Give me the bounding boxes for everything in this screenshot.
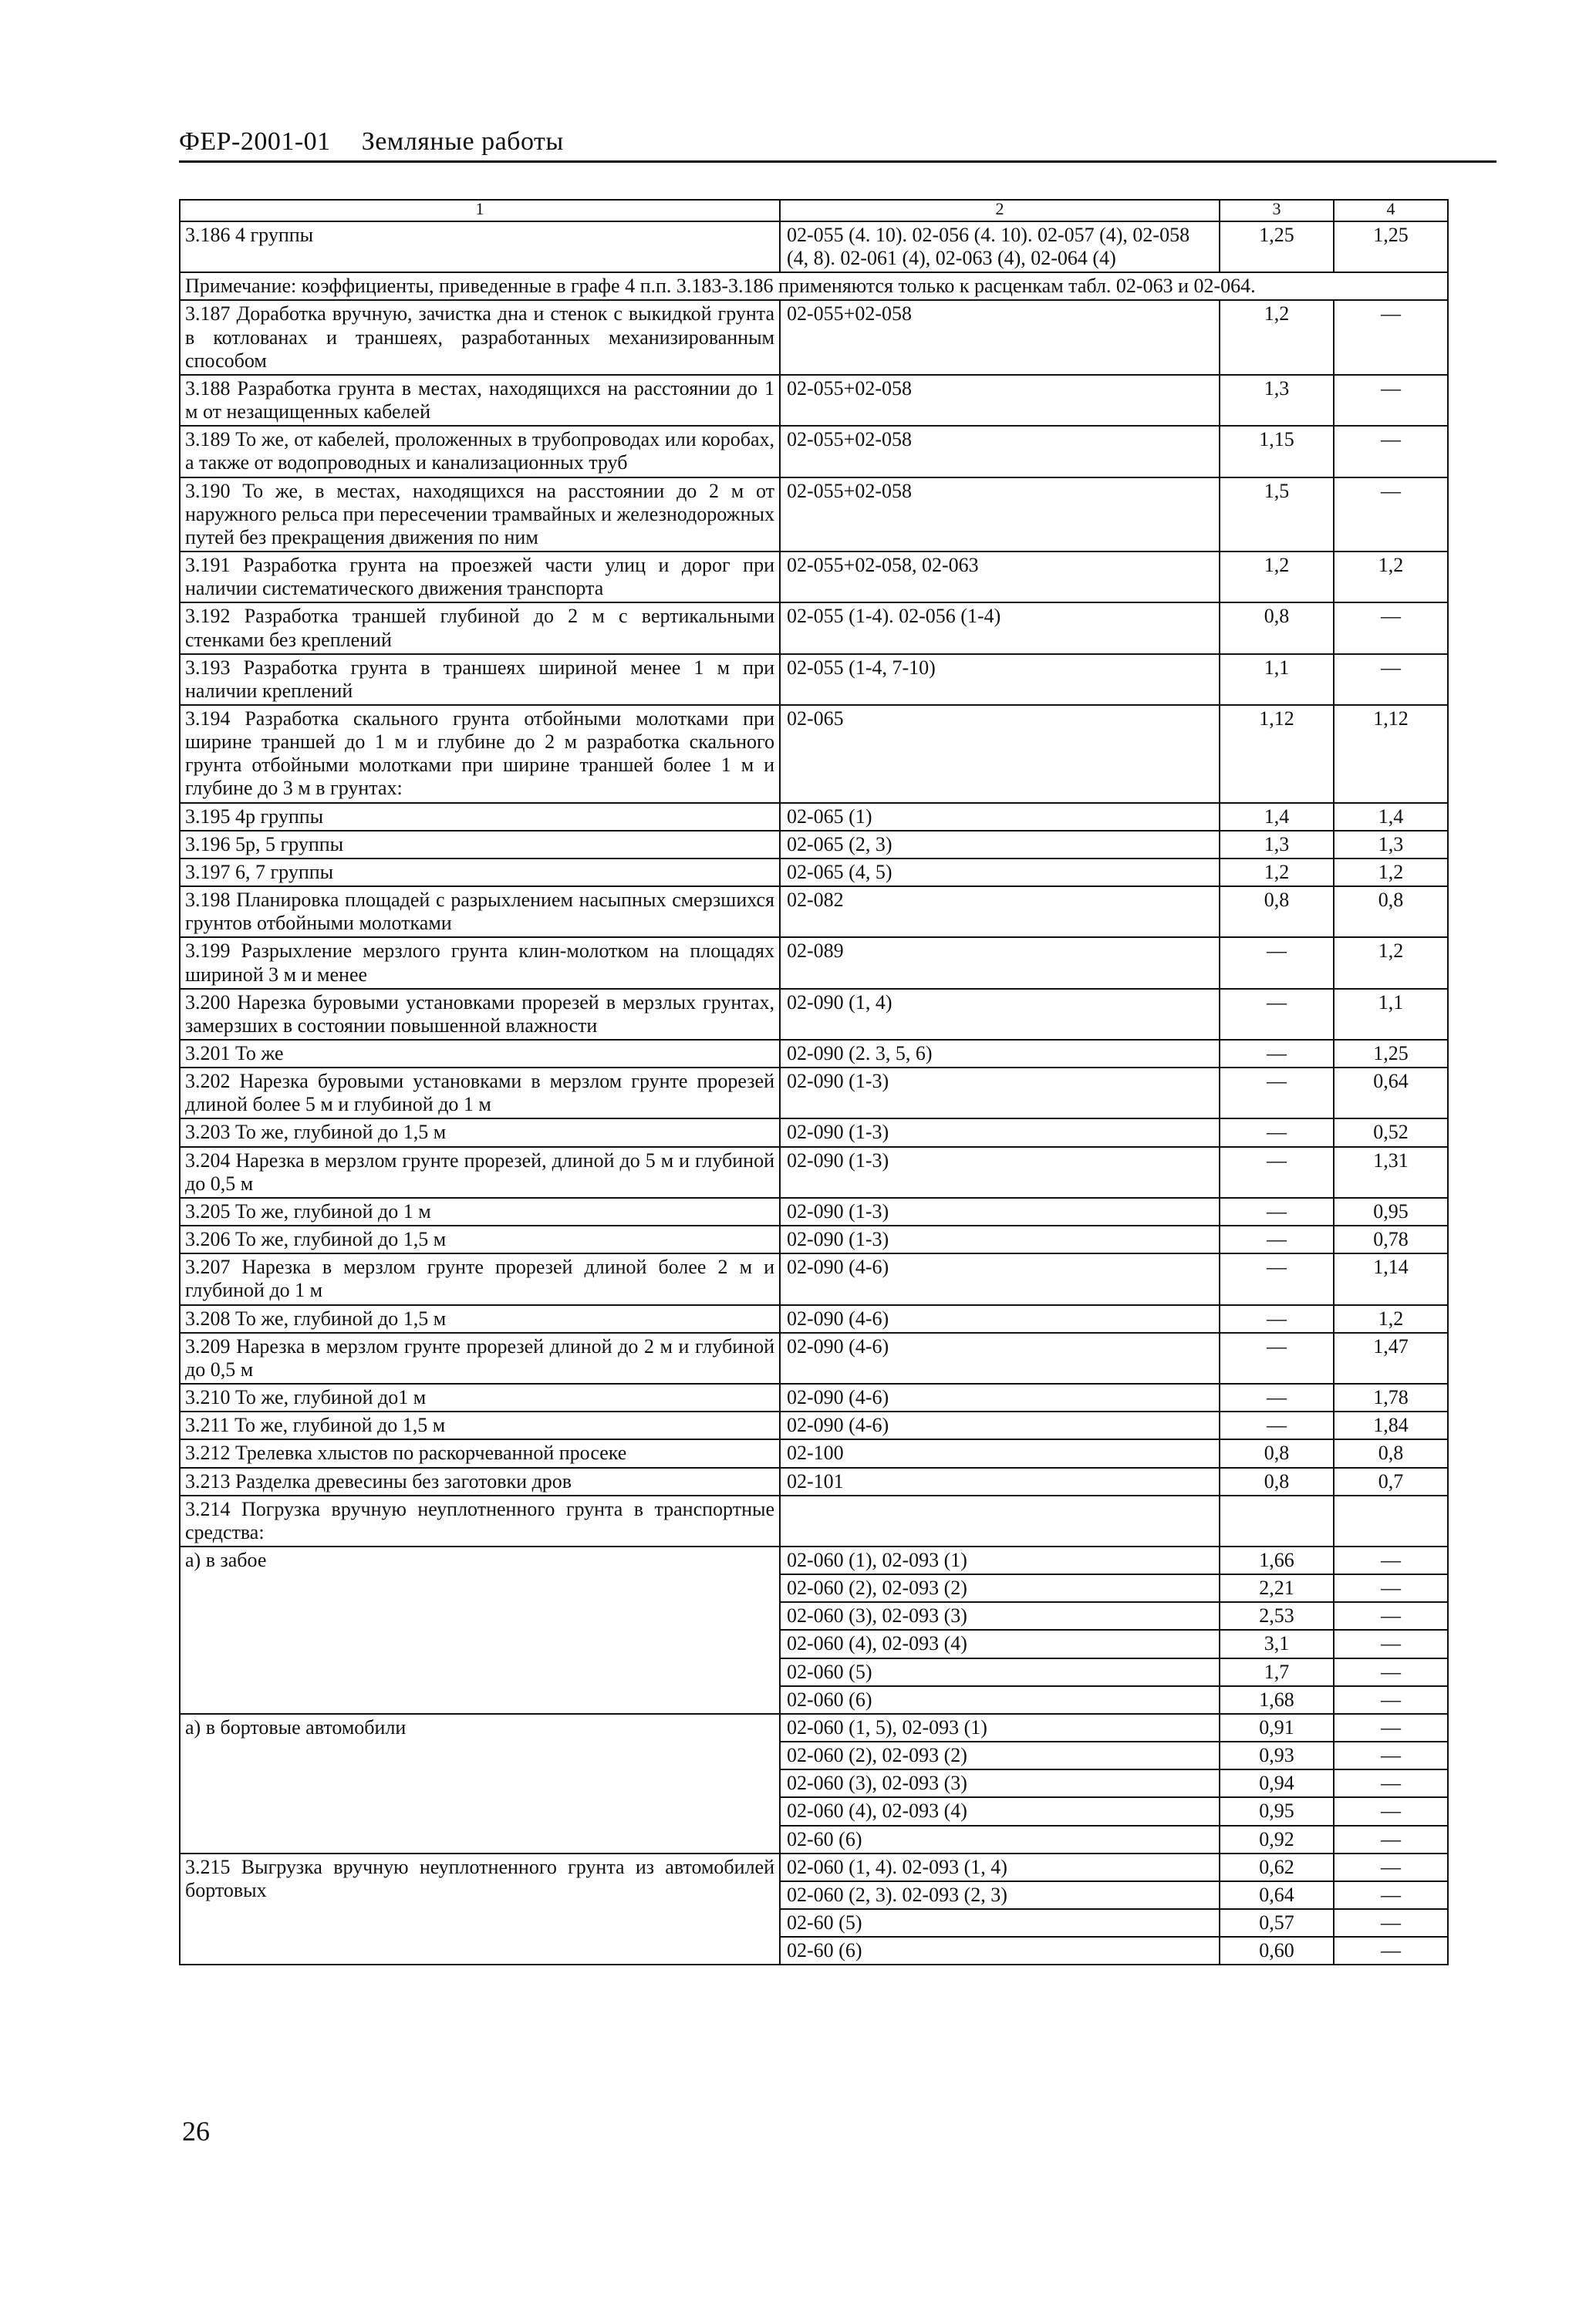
coefficient-col4: 1,4 bbox=[1334, 803, 1448, 831]
table-row bbox=[180, 1412, 1448, 1439]
coefficient-col4: — bbox=[1334, 300, 1448, 374]
coefficient-col4: 1,3 bbox=[1334, 831, 1448, 858]
coefficient-col3: 2,53 bbox=[1220, 1602, 1334, 1630]
rate-codes: 02-60 (5) bbox=[780, 1909, 1220, 1937]
table-row bbox=[180, 426, 1448, 477]
rate-codes: 02-055 (4. 10). 02-056 (4. 10). 02-057 (4), 02-058 (4, 8). 02-061 (4), 02-063 (4), 02-064 (4) bbox=[780, 221, 1220, 272]
rate-codes: 02-060 (3), 02-093 (3) bbox=[780, 1602, 1220, 1630]
coefficient-col3: 0,91 bbox=[1220, 1714, 1334, 1742]
rate-codes: 02-055 (1-4). 02-056 (1-4) bbox=[780, 602, 1220, 653]
rate-codes: 02-089 bbox=[780, 937, 1220, 988]
coefficient-col3: 0,8 bbox=[1220, 1439, 1334, 1467]
coefficient-col3: 0,8 bbox=[1220, 886, 1334, 937]
coefficient-col3: 1,5 bbox=[1220, 477, 1334, 552]
rate-codes: 02-060 (6) bbox=[780, 1686, 1220, 1714]
coefficient-col4: 1,78 bbox=[1334, 1384, 1448, 1412]
work-description: 3.213 Разделка древесины без заготовки дров bbox=[180, 1468, 780, 1496]
rate-codes: 02-060 (1), 02-093 (1) bbox=[780, 1547, 1220, 1574]
work-description: а) в забое bbox=[180, 1547, 780, 1714]
coefficient-col4: 1,2 bbox=[1334, 552, 1448, 602]
coefficient-col3: — bbox=[1220, 1226, 1334, 1253]
coefficient-col3: — bbox=[1220, 1068, 1334, 1118]
table-row bbox=[180, 803, 1448, 831]
table-row bbox=[180, 1040, 1448, 1068]
rate-codes: 02-082 bbox=[780, 886, 1220, 937]
coefficient-col4: — bbox=[1334, 1769, 1448, 1797]
table-row bbox=[180, 989, 1448, 1040]
table-note: Примечание: коэффициенты, приведенные в графе 4 п.п. 3.183-3.186 применяются только к расценкам табл. 02-063 и 02-064. bbox=[180, 272, 1448, 300]
work-description: 3.199 Разрыхление мерзлого грунта клин-молотком на площадях шириной 3 м и менее bbox=[180, 937, 780, 988]
coefficient-col3: 1,7 bbox=[1220, 1658, 1334, 1686]
table-row bbox=[180, 654, 1448, 705]
table-row bbox=[180, 552, 1448, 602]
table-row bbox=[180, 937, 1448, 988]
coefficient-col3: 1,66 bbox=[1220, 1547, 1334, 1574]
coefficient-col4: — bbox=[1334, 1797, 1448, 1825]
rate-codes: 02-60 (6) bbox=[780, 1826, 1220, 1854]
table-row bbox=[180, 1547, 1448, 1574]
table-row bbox=[180, 221, 1448, 272]
coefficient-col4: — bbox=[1334, 1909, 1448, 1937]
table-row bbox=[180, 1496, 1448, 1547]
coefficient-col4: 1,2 bbox=[1334, 858, 1448, 886]
rate-codes: 02-090 (4-6) bbox=[780, 1305, 1220, 1333]
table-row bbox=[180, 1253, 1448, 1304]
header-rule bbox=[179, 160, 1496, 163]
coefficient-col4: 1,2 bbox=[1334, 937, 1448, 988]
coefficient-col3: 0,64 bbox=[1220, 1881, 1334, 1909]
rate-codes: 02-060 (1, 5), 02-093 (1) bbox=[780, 1714, 1220, 1742]
table-row bbox=[180, 1198, 1448, 1226]
table-row bbox=[180, 300, 1448, 374]
rate-codes: 02-090 (2. 3, 5, 6) bbox=[780, 1040, 1220, 1068]
coefficient-col3: — bbox=[1220, 1384, 1334, 1412]
rate-codes: 02-060 (4), 02-093 (4) bbox=[780, 1797, 1220, 1825]
coefficient-col3: 1,12 bbox=[1220, 705, 1334, 803]
rate-codes: 02-060 (2, 3). 02-093 (2, 3) bbox=[780, 1881, 1220, 1909]
work-description: 3.206 То же, глубиной до 1,5 м bbox=[180, 1226, 780, 1253]
rate-codes: 02-090 (1-3) bbox=[780, 1068, 1220, 1118]
work-description: 3.196 5р, 5 группы bbox=[180, 831, 780, 858]
coefficient-col4: 1,84 bbox=[1334, 1412, 1448, 1439]
table-row bbox=[180, 1226, 1448, 1253]
coefficient-col4: — bbox=[1334, 1742, 1448, 1769]
rate-codes: 02-090 (4-6) bbox=[780, 1333, 1220, 1384]
coefficient-col3: 2,21 bbox=[1220, 1574, 1334, 1602]
coefficient-col4: 1,1 bbox=[1334, 989, 1448, 1040]
work-description: 3.207 Нарезка в мерзлом грунте прорезей длиной более 2 м и глубиной до 1 м bbox=[180, 1253, 780, 1304]
coefficient-col4: 1,31 bbox=[1334, 1147, 1448, 1198]
coefficient-col3: 1,2 bbox=[1220, 858, 1334, 886]
work-description: 3.197 6, 7 группы bbox=[180, 858, 780, 886]
page-number: 26 bbox=[182, 2116, 210, 2147]
work-description: 3.200 Нарезка буровыми установками прорезей в мерзлых грунтах, замерзших в состоянии повышенной влажности bbox=[180, 989, 780, 1040]
coefficient-col4: 1,25 bbox=[1334, 1040, 1448, 1068]
rate-codes: 02-090 (1-3) bbox=[780, 1147, 1220, 1198]
coefficient-col3: — bbox=[1220, 1305, 1334, 1333]
table-row bbox=[180, 858, 1448, 886]
coefficient-col3: — bbox=[1220, 1118, 1334, 1146]
coefficient-col4: — bbox=[1334, 1602, 1448, 1630]
coefficient-col3: 0,62 bbox=[1220, 1854, 1334, 1881]
rate-codes: 02-055+02-058 bbox=[780, 426, 1220, 477]
work-description: 3.186 4 группы bbox=[180, 221, 780, 272]
rate-codes: 02-60 (6) bbox=[780, 1937, 1220, 1965]
work-description: 3.198 Планировка площадей с разрыхлением насыпных смерзшихся грунтов отбойными молотками bbox=[180, 886, 780, 937]
coefficient-col4: 1,12 bbox=[1334, 705, 1448, 803]
coefficient-col4: — bbox=[1334, 1630, 1448, 1658]
table-row bbox=[180, 1439, 1448, 1467]
rate-codes: 02-055+02-058, 02-063 bbox=[780, 552, 1220, 602]
coefficient-col4: — bbox=[1334, 1937, 1448, 1965]
table-row bbox=[180, 1118, 1448, 1146]
coefficient-col4: 0,7 bbox=[1334, 1468, 1448, 1496]
work-description: 3.194 Разработка скального грунта отбойными молотками при ширине траншей до 1 м и глубине до 2 м разработка скального грунта отбойными молотками при ширине траншей более 1 м и глубине до 3 м в грунтах: bbox=[180, 705, 780, 803]
table-row bbox=[180, 886, 1448, 937]
coefficient-col3: 1,4 bbox=[1220, 803, 1334, 831]
coefficient-col3: 0,8 bbox=[1220, 602, 1334, 653]
rate-codes: 02-055+02-058 bbox=[780, 375, 1220, 426]
coefficient-col4: 0,78 bbox=[1334, 1226, 1448, 1253]
coefficient-col3: — bbox=[1220, 1198, 1334, 1226]
rate-codes: 02-090 (1, 4) bbox=[780, 989, 1220, 1040]
page-header bbox=[179, 127, 564, 157]
coefficient-col4: 0,8 bbox=[1334, 886, 1448, 937]
coefficient-col4: — bbox=[1334, 1826, 1448, 1854]
coefficient-col4: — bbox=[1334, 1854, 1448, 1881]
coefficient-col3: 1,3 bbox=[1220, 375, 1334, 426]
work-description: 3.192 Разработка траншей глубиной до 2 м с вертикальными стенками без креплений bbox=[180, 602, 780, 653]
coefficient-col3: — bbox=[1220, 1040, 1334, 1068]
coefficient-col3: — bbox=[1220, 1147, 1334, 1198]
coefficient-col3: 1,1 bbox=[1220, 654, 1334, 705]
rate-codes: 02-090 (4-6) bbox=[780, 1384, 1220, 1412]
work-description: 3.195 4р группы bbox=[180, 803, 780, 831]
table-row bbox=[180, 375, 1448, 426]
column-number: 3 bbox=[1220, 200, 1334, 221]
coefficient-col3: 0,93 bbox=[1220, 1742, 1334, 1769]
document-code: ФЕР-2001-01 bbox=[179, 127, 331, 156]
table-row bbox=[180, 1468, 1448, 1496]
table-row bbox=[180, 1333, 1448, 1384]
rate-codes: 02-055+02-058 bbox=[780, 477, 1220, 552]
coefficient-col3: — bbox=[1220, 1253, 1334, 1304]
coefficient-col3: 1,2 bbox=[1220, 300, 1334, 374]
coefficient-col4: — bbox=[1334, 1574, 1448, 1602]
rate-codes: 02-065 (4, 5) bbox=[780, 858, 1220, 886]
table-row bbox=[180, 1384, 1448, 1412]
work-description: 3.210 То же, глубиной до1 м bbox=[180, 1384, 780, 1412]
column-number: 1 bbox=[180, 200, 780, 221]
coefficient-col4: — bbox=[1334, 375, 1448, 426]
coefficient-col4: 0,52 bbox=[1334, 1118, 1448, 1146]
coefficient-col3 bbox=[1220, 1496, 1334, 1547]
coefficient-col4: — bbox=[1334, 1686, 1448, 1714]
work-description: 3.208 То же, глубиной до 1,5 м bbox=[180, 1305, 780, 1333]
rate-codes: 02-090 (1-3) bbox=[780, 1226, 1220, 1253]
rate-codes: 02-065 (2, 3) bbox=[780, 831, 1220, 858]
coefficient-col3: — bbox=[1220, 937, 1334, 988]
work-description: 3.205 То же, глубиной до 1 м bbox=[180, 1198, 780, 1226]
rate-codes: 02-101 bbox=[780, 1468, 1220, 1496]
column-number-row bbox=[180, 200, 1448, 221]
coefficient-col4: — bbox=[1334, 1714, 1448, 1742]
work-description: 3.187 Доработка вручную, зачистка дна и стенок с выкидкой грунта в котлованах и траншеях, разработанных механизированным способом bbox=[180, 300, 780, 374]
work-description: 3.203 То же, глубиной до 1,5 м bbox=[180, 1118, 780, 1146]
table-row bbox=[180, 1714, 1448, 1742]
rate-codes: 02-090 (1-3) bbox=[780, 1118, 1220, 1146]
coefficient-col3: 1,3 bbox=[1220, 831, 1334, 858]
work-description: 3.202 Нарезка буровыми установками в мерзлом грунте прорезей длиной более 5 м и глубиной до 1 м bbox=[180, 1068, 780, 1118]
work-description: 3.191 Разработка грунта на проезжей части улиц и дорог при наличии систематического движения транспорта bbox=[180, 552, 780, 602]
coefficient-col4: 1,14 bbox=[1334, 1253, 1448, 1304]
rate-codes: 02-065 (1) bbox=[780, 803, 1220, 831]
coefficient-col4: 1,47 bbox=[1334, 1333, 1448, 1384]
work-description: 3.209 Нарезка в мерзлом грунте прорезей длиной до 2 м и глубиной до 0,5 м bbox=[180, 1333, 780, 1384]
rate-codes: 02-055 (1-4, 7-10) bbox=[780, 654, 1220, 705]
work-description: 3.188 Разработка грунта в местах, находящихся на расстоянии до 1 м от незащищенных кабелей bbox=[180, 375, 780, 426]
rate-codes: 02-090 (4-6) bbox=[780, 1412, 1220, 1439]
coefficient-col4: 0,8 bbox=[1334, 1439, 1448, 1467]
coefficient-col3: 0,95 bbox=[1220, 1797, 1334, 1825]
work-description: 3.204 Нарезка в мерзлом грунте прорезей, длиной до 5 м и глубиной до 0,5 м bbox=[180, 1147, 780, 1198]
coefficient-col4: — bbox=[1334, 602, 1448, 653]
table-row bbox=[180, 1147, 1448, 1198]
table-body bbox=[180, 200, 1448, 1965]
table-row bbox=[180, 705, 1448, 803]
coefficient-col4: — bbox=[1334, 1547, 1448, 1574]
column-number: 2 bbox=[780, 200, 1220, 221]
table-row bbox=[180, 1854, 1448, 1881]
work-description: 3.212 Трелевка хлыстов по раскорчеванной просеке bbox=[180, 1439, 780, 1467]
table-row bbox=[180, 272, 1448, 300]
coefficient-col4: 1,2 bbox=[1334, 1305, 1448, 1333]
rate-codes: 02-060 (2), 02-093 (2) bbox=[780, 1574, 1220, 1602]
table-row bbox=[180, 477, 1448, 552]
rate-codes: 02-060 (4), 02-093 (4) bbox=[780, 1630, 1220, 1658]
coefficient-col3: 0,92 bbox=[1220, 1826, 1334, 1854]
coefficient-col3: 1,15 bbox=[1220, 426, 1334, 477]
coefficient-col4 bbox=[1334, 1496, 1448, 1547]
coefficient-col4: — bbox=[1334, 1658, 1448, 1686]
coefficients-table bbox=[179, 199, 1449, 1965]
table-row bbox=[180, 602, 1448, 653]
rate-codes: 02-055+02-058 bbox=[780, 300, 1220, 374]
rate-codes: 02-100 bbox=[780, 1439, 1220, 1467]
coefficient-col3: 0,8 bbox=[1220, 1468, 1334, 1496]
work-description: 3.201 То же bbox=[180, 1040, 780, 1068]
section-title: Земляные работы bbox=[361, 127, 564, 156]
work-description: 3.215 Выгрузка вручную неуплотненного грунта из автомобилей бортовых bbox=[180, 1854, 780, 1965]
coefficient-col3: — bbox=[1220, 989, 1334, 1040]
coefficient-col3: 0,94 bbox=[1220, 1769, 1334, 1797]
coefficient-col3: 0,57 bbox=[1220, 1909, 1334, 1937]
rate-codes: 02-065 bbox=[780, 705, 1220, 803]
coefficient-col4: — bbox=[1334, 654, 1448, 705]
coefficient-col3: — bbox=[1220, 1412, 1334, 1439]
coefficient-col4: — bbox=[1334, 477, 1448, 552]
table-row bbox=[180, 1305, 1448, 1333]
coefficient-col3: — bbox=[1220, 1333, 1334, 1384]
rate-codes: 02-090 (4-6) bbox=[780, 1253, 1220, 1304]
work-description: 3.211 То же, глубиной до 1,5 м bbox=[180, 1412, 780, 1439]
coefficient-col3: 1,2 bbox=[1220, 552, 1334, 602]
column-number: 4 bbox=[1334, 200, 1448, 221]
work-description: а) в бортовые автомобили bbox=[180, 1714, 780, 1854]
coefficient-col3: 0,60 bbox=[1220, 1937, 1334, 1965]
work-description: 3.214 Погрузка вручную неуплотненного грунта в транспортные средства: bbox=[180, 1496, 780, 1547]
coefficient-col4: — bbox=[1334, 426, 1448, 477]
rate-codes: 02-060 (5) bbox=[780, 1658, 1220, 1686]
coefficient-col4: 0,95 bbox=[1334, 1198, 1448, 1226]
rate-codes: 02-060 (1, 4). 02-093 (1, 4) bbox=[780, 1854, 1220, 1881]
rate-codes: 02-060 (3), 02-093 (3) bbox=[780, 1769, 1220, 1797]
coefficient-col3: 1,68 bbox=[1220, 1686, 1334, 1714]
coefficient-col4: 0,64 bbox=[1334, 1068, 1448, 1118]
coefficient-col4: 1,25 bbox=[1334, 221, 1448, 272]
rate-codes: 02-060 (2), 02-093 (2) bbox=[780, 1742, 1220, 1769]
coefficient-col3: 1,25 bbox=[1220, 221, 1334, 272]
work-description: 3.190 То же, в местах, находящихся на расстоянии до 2 м от наружного рельса при пересечении трамвайных и железнодорожных путей без прекращения движения по ним bbox=[180, 477, 780, 552]
table-row bbox=[180, 831, 1448, 858]
rate-codes: 02-090 (1-3) bbox=[780, 1198, 1220, 1226]
work-description: 3.189 То же, от кабелей, проложенных в трубопроводах или коробах, а также от водопроводных и канализационных труб bbox=[180, 426, 780, 477]
table-row bbox=[180, 1068, 1448, 1118]
rate-codes bbox=[780, 1496, 1220, 1547]
coefficient-col4: — bbox=[1334, 1881, 1448, 1909]
work-description: 3.193 Разработка грунта в траншеях шириной менее 1 м при наличии креплений bbox=[180, 654, 780, 705]
coefficient-col3: 3,1 bbox=[1220, 1630, 1334, 1658]
